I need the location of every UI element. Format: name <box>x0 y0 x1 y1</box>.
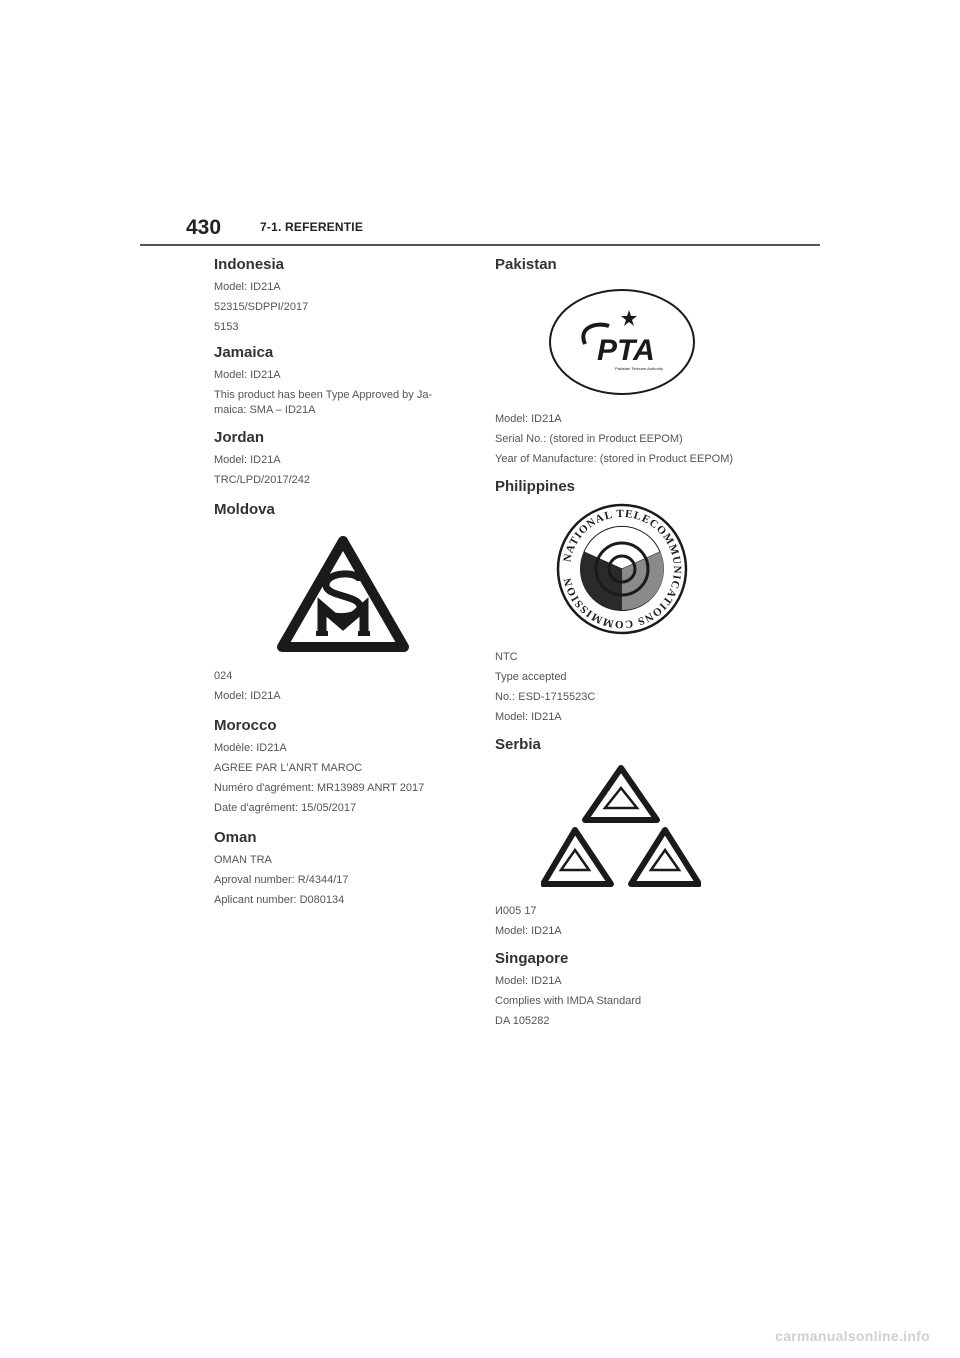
svg-text:PTA: PTA <box>597 334 655 367</box>
text-line: 52315/SDPPI/2017 <box>214 301 309 313</box>
text-line: Model: ID21A <box>214 281 281 293</box>
section-pakistan <box>495 256 765 466</box>
right-column <box>495 256 765 1034</box>
text-line: Serial No.: (stored in Product EEPOM) <box>495 433 683 445</box>
text-line: DA 105282 <box>495 1015 550 1027</box>
section-title: Indonesia <box>214 256 285 273</box>
svg-text:Pakistan Telecom Authority: Pakistan Telecom Authority <box>615 366 663 371</box>
text-line: Model: ID21A <box>214 369 281 381</box>
text-line: No.: ESD-1715523C <box>495 691 596 703</box>
text-line: TRC/LPD/2017/242 <box>214 474 310 486</box>
text-line: И005 17 <box>495 905 537 917</box>
section-title: Oman <box>214 829 257 846</box>
text-line: Model: ID21A <box>495 975 562 987</box>
text-line: Aproval number: R/4344/17 <box>214 874 349 886</box>
section-title: Pakistan <box>495 256 557 273</box>
text-line: OMAN TRA <box>214 854 272 866</box>
pta-logo <box>547 286 765 398</box>
sm-triangle-icon <box>276 535 410 655</box>
left-column <box>214 256 459 913</box>
pta-oval-icon <box>547 286 697 398</box>
text-line: AGREE PAR L'ANRT MAROC <box>214 762 363 774</box>
text-line: Model: ID21A <box>495 413 562 425</box>
text-line: Modèle: ID21A <box>214 742 287 754</box>
section-title: Jordan <box>214 429 265 446</box>
section-title: Philippines <box>495 478 576 495</box>
section-philippines <box>495 478 765 724</box>
text-line: Model: ID21A <box>495 925 562 937</box>
section-title: Jamaica <box>214 344 274 361</box>
text-line: Year of Manufacture: (stored in Product EEPOM) <box>495 453 734 465</box>
text-line: 024 <box>214 670 233 682</box>
text-line: Model: ID21A <box>495 711 562 723</box>
serbia-logo <box>541 762 765 892</box>
ntc-seal-icon <box>555 502 689 636</box>
header-divider <box>140 244 820 246</box>
text-line: Type accepted <box>495 671 567 683</box>
section-title: Morocco <box>214 717 277 734</box>
section-moldova <box>214 501 459 703</box>
text-line: NTC <box>495 651 518 663</box>
section-jamaica <box>214 344 459 417</box>
page-number: 430 <box>186 216 222 239</box>
ntc-seal-logo <box>555 502 765 636</box>
text-line: Model: ID21A <box>214 454 281 466</box>
section-singapore <box>495 950 765 1028</box>
section-morocco <box>214 717 459 815</box>
section-title: Moldova <box>214 501 275 518</box>
section-indonesia <box>214 256 459 334</box>
section-serbia <box>495 736 765 938</box>
svg-text:NATIONAL TELECOMMUNICATIONS CO: NATIONAL TELECOMMUNICATIONS COMMISSION <box>561 507 684 631</box>
moldova-sm-logo <box>276 535 459 655</box>
text-line: This product has been Type Approved by Ja- <box>214 389 433 401</box>
section-title: Serbia <box>495 736 541 753</box>
serbia-triangles-icon <box>541 762 701 892</box>
text-line: Date d'agrément: 15/05/2017 <box>214 802 357 814</box>
watermark: carmanualsonline.info <box>775 1328 930 1344</box>
text-line: Numéro d'agrément: MR13989 ANRT 2017 <box>214 782 425 794</box>
text-line: maica: SMA – ID21A <box>214 404 316 416</box>
page-header <box>140 212 820 248</box>
text-line: 5153 <box>214 321 239 333</box>
section-title: Singapore <box>495 950 569 967</box>
section-oman <box>214 829 459 907</box>
text-line: Aplicant number: D080134 <box>214 894 345 906</box>
text-line: Complies with IMDA Standard <box>495 995 642 1007</box>
section-jordan <box>214 429 459 487</box>
text-line: Model: ID21A <box>214 690 281 702</box>
chapter-title: 7-1. REFERENTIE <box>260 220 364 234</box>
